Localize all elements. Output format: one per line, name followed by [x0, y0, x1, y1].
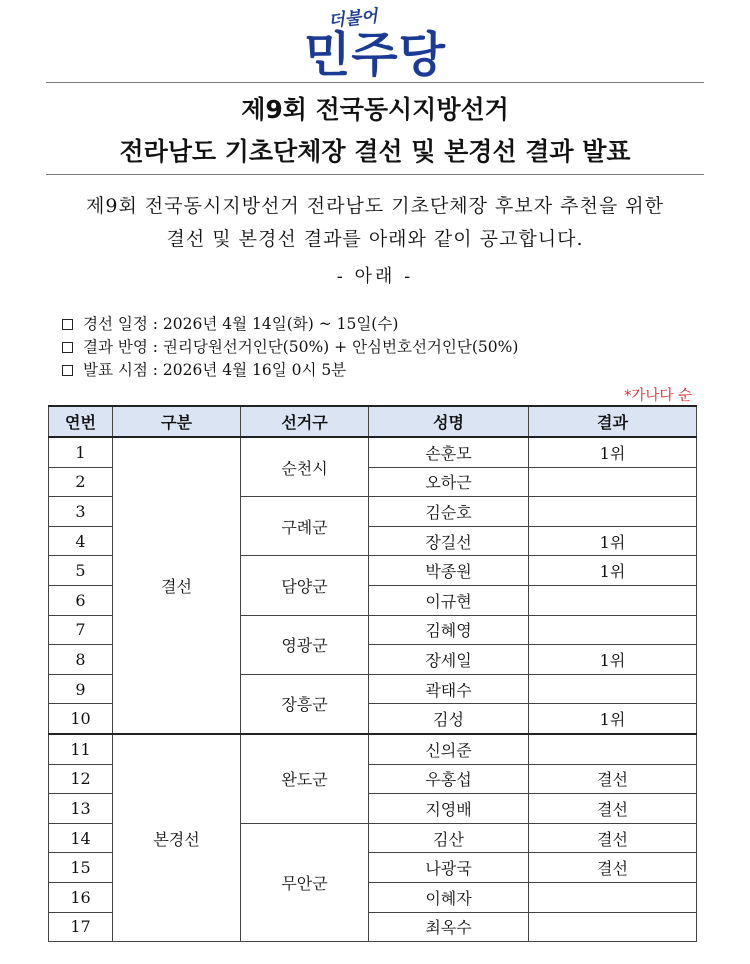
cell-name: 이혜자 [369, 882, 529, 912]
cell-result: 1위 [529, 704, 697, 734]
cell-result: 1위 [529, 556, 697, 586]
cell-no: 12 [49, 764, 113, 794]
cell-no: 16 [49, 882, 113, 912]
cell-name: 박종원 [369, 556, 529, 586]
bullet-announce-time: 발표 시점 : 2026년 4월 16일 0시 5분 [83, 361, 347, 379]
bullet-method: 결과 반영 : 권리당원선거인단(50%) + 안심번호선거인단(50%) [83, 338, 519, 356]
cell-type-group: 결선 [113, 437, 241, 734]
cell-result [529, 467, 697, 497]
cell-no: 6 [49, 585, 113, 615]
cell-no: 7 [49, 615, 113, 645]
header-no: 연번 [49, 406, 113, 437]
table-header-row [49, 406, 697, 437]
cell-name: 곽태수 [369, 674, 529, 704]
cell-name: 김순호 [369, 497, 529, 527]
header-type: 구분 [113, 406, 241, 437]
cell-result [529, 882, 697, 912]
cell-no: 17 [49, 912, 113, 942]
cell-district: 담양군 [241, 556, 369, 615]
cell-result: 1위 [529, 645, 697, 675]
cell-result: 결선 [529, 853, 697, 883]
header-district: 선거구 [241, 406, 369, 437]
table-row [49, 734, 697, 764]
cell-district: 완도군 [241, 734, 369, 823]
bullet-item [62, 336, 518, 359]
cell-result [529, 585, 697, 615]
checkbox-square-icon [62, 319, 73, 330]
cell-name: 신의준 [369, 734, 529, 764]
cell-name: 손훈모 [369, 437, 529, 467]
cell-result: 결선 [529, 764, 697, 794]
cell-no: 3 [49, 497, 113, 527]
intro-line-1: 제9회 전국동시지방선거 전라남도 기초단체장 후보자 추천을 위한 [86, 195, 664, 217]
cell-name: 김산 [369, 823, 529, 853]
cell-name: 나광국 [369, 853, 529, 883]
section-marker: - 아래 - [336, 266, 414, 287]
cell-no: 2 [49, 467, 113, 497]
header-name: 성명 [369, 406, 529, 437]
cell-result: 1위 [529, 526, 697, 556]
cell-no: 4 [49, 526, 113, 556]
cell-result [529, 497, 697, 527]
cell-no: 13 [49, 794, 113, 824]
cell-type-group: 본경선 [113, 734, 241, 942]
cell-result [529, 912, 697, 942]
cell-name: 김성 [369, 704, 529, 734]
table-row [49, 437, 697, 467]
cell-result: 결선 [529, 823, 697, 853]
logo-small-text: 더불어 [327, 6, 379, 32]
cell-no: 1 [49, 437, 113, 467]
cell-name: 오하근 [369, 467, 529, 497]
cell-result: 결선 [529, 794, 697, 824]
cell-result: 1위 [529, 437, 697, 467]
bullet-item [62, 359, 518, 382]
cell-no: 14 [49, 823, 113, 853]
cell-name: 우홍섭 [369, 764, 529, 794]
title-line-1: 제9회 전국동시지방선거 [241, 95, 509, 124]
checkbox-square-icon [62, 365, 73, 376]
cell-district: 장흥군 [241, 674, 369, 734]
cell-name: 김혜영 [369, 615, 529, 645]
header-result: 결과 [529, 406, 697, 437]
cell-district: 영광군 [241, 615, 369, 674]
cell-name: 이규현 [369, 585, 529, 615]
bullet-schedule: 경선 일정 : 2026년 4월 14일(화) ~ 15일(수) [83, 315, 399, 333]
cell-name: 지영배 [369, 794, 529, 824]
title-line-2: 전라남도 기초단체장 결선 및 본경선 결과 발표 [119, 137, 631, 166]
logo-main-text: 민주당 [303, 27, 447, 83]
bottom-divider [46, 174, 704, 175]
cell-no: 11 [49, 734, 113, 764]
cell-district: 구례군 [241, 497, 369, 556]
party-logo [0, 0, 750, 83]
cell-name: 장세일 [369, 645, 529, 675]
sort-order-note: *가나다 순 [624, 388, 692, 404]
cell-no: 10 [49, 704, 113, 734]
results-table [48, 405, 697, 942]
notice-bullets [62, 313, 518, 382]
cell-no: 9 [49, 674, 113, 704]
cell-name: 최옥수 [369, 912, 529, 942]
cell-result [529, 615, 697, 645]
top-divider [46, 82, 704, 83]
cell-result [529, 734, 697, 764]
checkbox-square-icon [62, 342, 73, 353]
bullet-item [62, 313, 518, 336]
cell-no: 15 [49, 853, 113, 883]
cell-district: 순천시 [241, 437, 369, 497]
cell-result [529, 674, 697, 704]
cell-no: 8 [49, 645, 113, 675]
cell-district: 무안군 [241, 823, 369, 941]
intro-line-2: 결선 및 본경선 결과를 아래와 같이 공고합니다. [166, 228, 584, 250]
cell-name: 장길선 [369, 526, 529, 556]
cell-no: 5 [49, 556, 113, 586]
